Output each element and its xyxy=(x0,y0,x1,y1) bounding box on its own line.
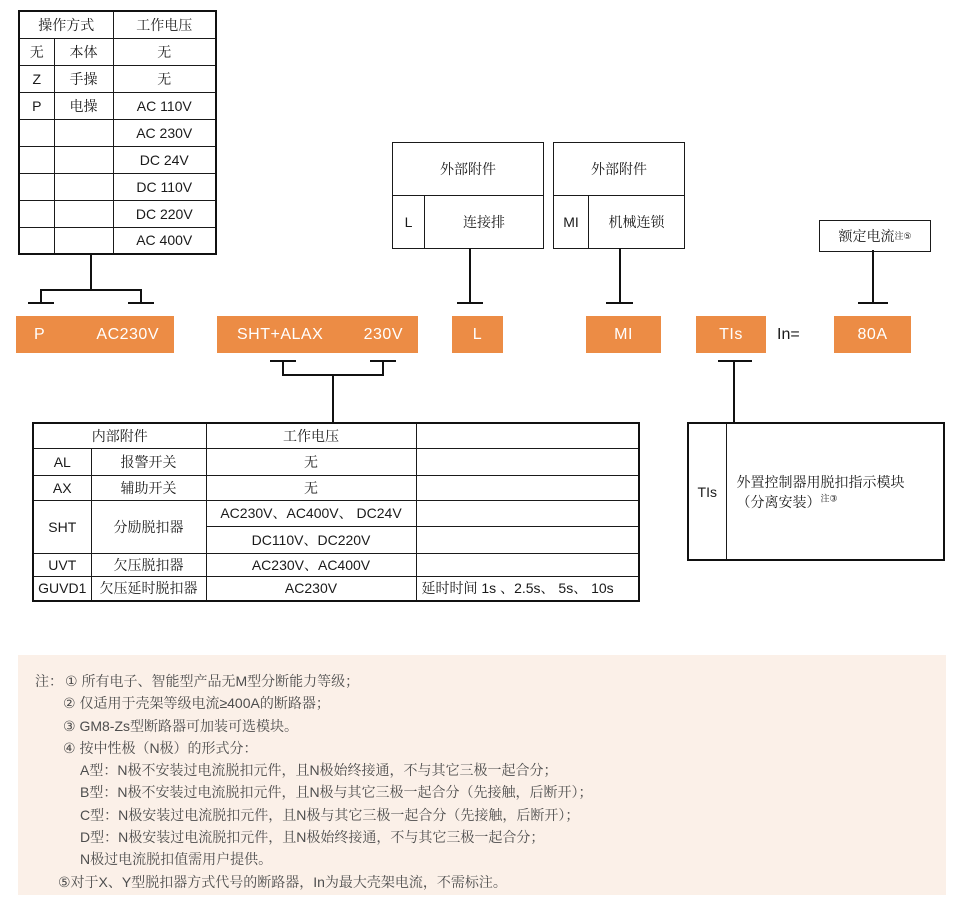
tis-description-line1: 外置控制器用脱扣指示模块 xyxy=(736,473,905,490)
internal-accessory-table xyxy=(32,422,640,602)
table-cell: 无 xyxy=(206,448,416,475)
table-cell xyxy=(416,526,639,553)
notes-panel xyxy=(18,655,946,895)
connector-line xyxy=(872,250,874,304)
table-cell xyxy=(54,173,113,200)
table-cell xyxy=(416,500,639,526)
table-cell: DC110V、DC220V xyxy=(206,526,416,553)
tis-description-cell xyxy=(726,423,944,560)
working-voltage-header: 工作电压 xyxy=(206,423,416,448)
table-cell: Z xyxy=(19,65,54,92)
connector-line xyxy=(469,248,471,304)
code-current-value: 80A xyxy=(857,325,888,343)
in-equals-label: In= xyxy=(777,325,800,343)
table-cell: 分励脱扣器 xyxy=(91,500,206,553)
table-cell: AL xyxy=(33,448,91,475)
note-line: ④ 按中性极（N极）的形式分： xyxy=(63,739,258,756)
note-text: ① 所有电子、智能型产品无M型分断能力等级； xyxy=(65,673,360,689)
code-box-mechanical-interlock xyxy=(586,316,661,353)
table-cell: AC 110V xyxy=(113,92,216,119)
tis-description-line2: （分离安装） xyxy=(736,493,821,510)
accessory-name-cell: 连接排 xyxy=(425,196,544,249)
table-cell: 无 xyxy=(113,38,216,65)
table-cell xyxy=(54,200,113,227)
internal-accessory-header: 内部附件 xyxy=(33,423,206,448)
note-line xyxy=(35,670,934,692)
table-cell: AC230V、AC400V、 DC24V xyxy=(206,500,416,526)
code-interlock-value: MI xyxy=(614,325,633,343)
connector-line xyxy=(28,302,54,304)
table-cell: 无 xyxy=(113,65,216,92)
note-line: N极过电流脱扣值需用户提供。 xyxy=(80,851,273,868)
note-line: D型：N极安装过电流脱扣元件，且N极始终接通，不与其它三极一起合分； xyxy=(80,829,545,846)
connector-line xyxy=(40,289,142,291)
table-cell: 欠压延时脱扣器 xyxy=(91,576,206,601)
note-line: C型：N极安装过电流脱扣元件，且N极与其它三极一起合分（先接触，后断开）； xyxy=(80,806,580,823)
table-cell xyxy=(54,119,113,146)
empty-header-cell xyxy=(416,423,639,448)
note3-superscript: 注③ xyxy=(820,492,838,503)
table-cell xyxy=(19,173,54,200)
table-cell: AC230V、AC400V xyxy=(206,553,416,576)
table-cell: DC 220V xyxy=(113,200,216,227)
table-cell: DC 24V xyxy=(113,146,216,173)
code-tis-value: TIs xyxy=(719,325,743,343)
table-cell: 手操 xyxy=(54,65,113,92)
note-line: ⑤对于X、Y型脱扣器方式代号的断路器，In为最大壳架电流，不需标注。 xyxy=(58,873,507,890)
connector-line xyxy=(733,360,735,422)
table-cell: AC 400V xyxy=(113,227,216,254)
rated-current-label-box: 额定电流 注⑤ xyxy=(819,220,931,252)
code-internal-value: SHT+ALAX xyxy=(237,325,324,343)
connector-line xyxy=(606,302,633,304)
note-line: ③ GM8-Zs型断路器可加装可选模块。 xyxy=(63,717,298,734)
tis-module-table xyxy=(687,422,945,561)
code-operation-value: P xyxy=(34,325,46,343)
table-cell: 电操 xyxy=(54,92,113,119)
table-cell: 辅助开关 xyxy=(91,475,206,500)
table-cell: 无 xyxy=(19,38,54,65)
table-cell: P xyxy=(19,92,54,119)
operation-mode-header: 操作方式 xyxy=(19,11,113,38)
external-accessory-table-mi xyxy=(553,142,685,249)
table-cell: 本体 xyxy=(54,38,113,65)
table-cell xyxy=(19,146,54,173)
code-box-connection-bar xyxy=(452,316,503,353)
connector-line xyxy=(858,302,888,304)
table-cell: 无 xyxy=(206,475,416,500)
table-cell xyxy=(416,448,639,475)
connector-line xyxy=(332,374,334,422)
table-cell xyxy=(416,553,639,576)
table-cell: 欠压脱扣器 xyxy=(91,553,206,576)
table-cell: SHT xyxy=(33,500,91,553)
connector-line xyxy=(90,253,92,291)
table-cell: AC230V xyxy=(206,576,416,601)
table-cell: DC 110V xyxy=(113,173,216,200)
accessory-code-cell: MI xyxy=(554,196,589,249)
external-accessory-header: 外部附件 xyxy=(554,143,685,196)
note-line: B型：N极不安装过电流脱扣元件，且N极与其它三极一起合分（先接触，后断开）； xyxy=(80,784,593,801)
code-box-tis xyxy=(696,316,766,353)
table-cell xyxy=(416,475,639,500)
code-box-rated-current xyxy=(834,316,911,353)
external-accessory-header: 外部附件 xyxy=(393,143,544,196)
code-box-operation xyxy=(16,316,174,353)
external-accessory-table-l xyxy=(392,142,544,249)
table-cell: AC 230V xyxy=(113,119,216,146)
accessory-name-cell: 机械连锁 xyxy=(589,196,685,249)
operation-voltage-table xyxy=(18,10,217,255)
table-cell: UVT xyxy=(33,553,91,576)
connector-line xyxy=(718,360,752,362)
note-line: A型：N极不安装过电流脱扣元件，且N极始终接通，不与其它三极一起合分； xyxy=(80,762,558,779)
connector-line xyxy=(457,302,483,304)
table-cell xyxy=(19,227,54,254)
connector-line xyxy=(128,302,154,304)
connector-line xyxy=(619,248,621,304)
code-box-internal-accessory xyxy=(217,316,418,353)
code-operation-voltage: AC230V xyxy=(96,325,159,343)
table-cell xyxy=(19,119,54,146)
notes-label: 注： xyxy=(35,673,63,689)
code-connection-value: L xyxy=(472,325,483,343)
table-cell xyxy=(19,200,54,227)
table-cell xyxy=(54,227,113,254)
code-internal-voltage: 230V xyxy=(363,325,403,343)
working-voltage-header: 工作电压 xyxy=(113,11,216,38)
table-cell: GUVD1 xyxy=(33,576,91,601)
rated-current-text: 额定电流 xyxy=(838,228,895,244)
tis-code-cell: TIs xyxy=(688,423,726,560)
table-cell xyxy=(54,146,113,173)
table-cell: 报警开关 xyxy=(91,448,206,475)
accessory-code-cell: L xyxy=(393,196,425,249)
table-cell: AX xyxy=(33,475,91,500)
note-line: ② 仅适用于壳架等级电流≥400A的断路器； xyxy=(63,695,330,712)
table-cell: 延时时间 1s 、2.5s、 5s、 10s xyxy=(416,576,639,601)
